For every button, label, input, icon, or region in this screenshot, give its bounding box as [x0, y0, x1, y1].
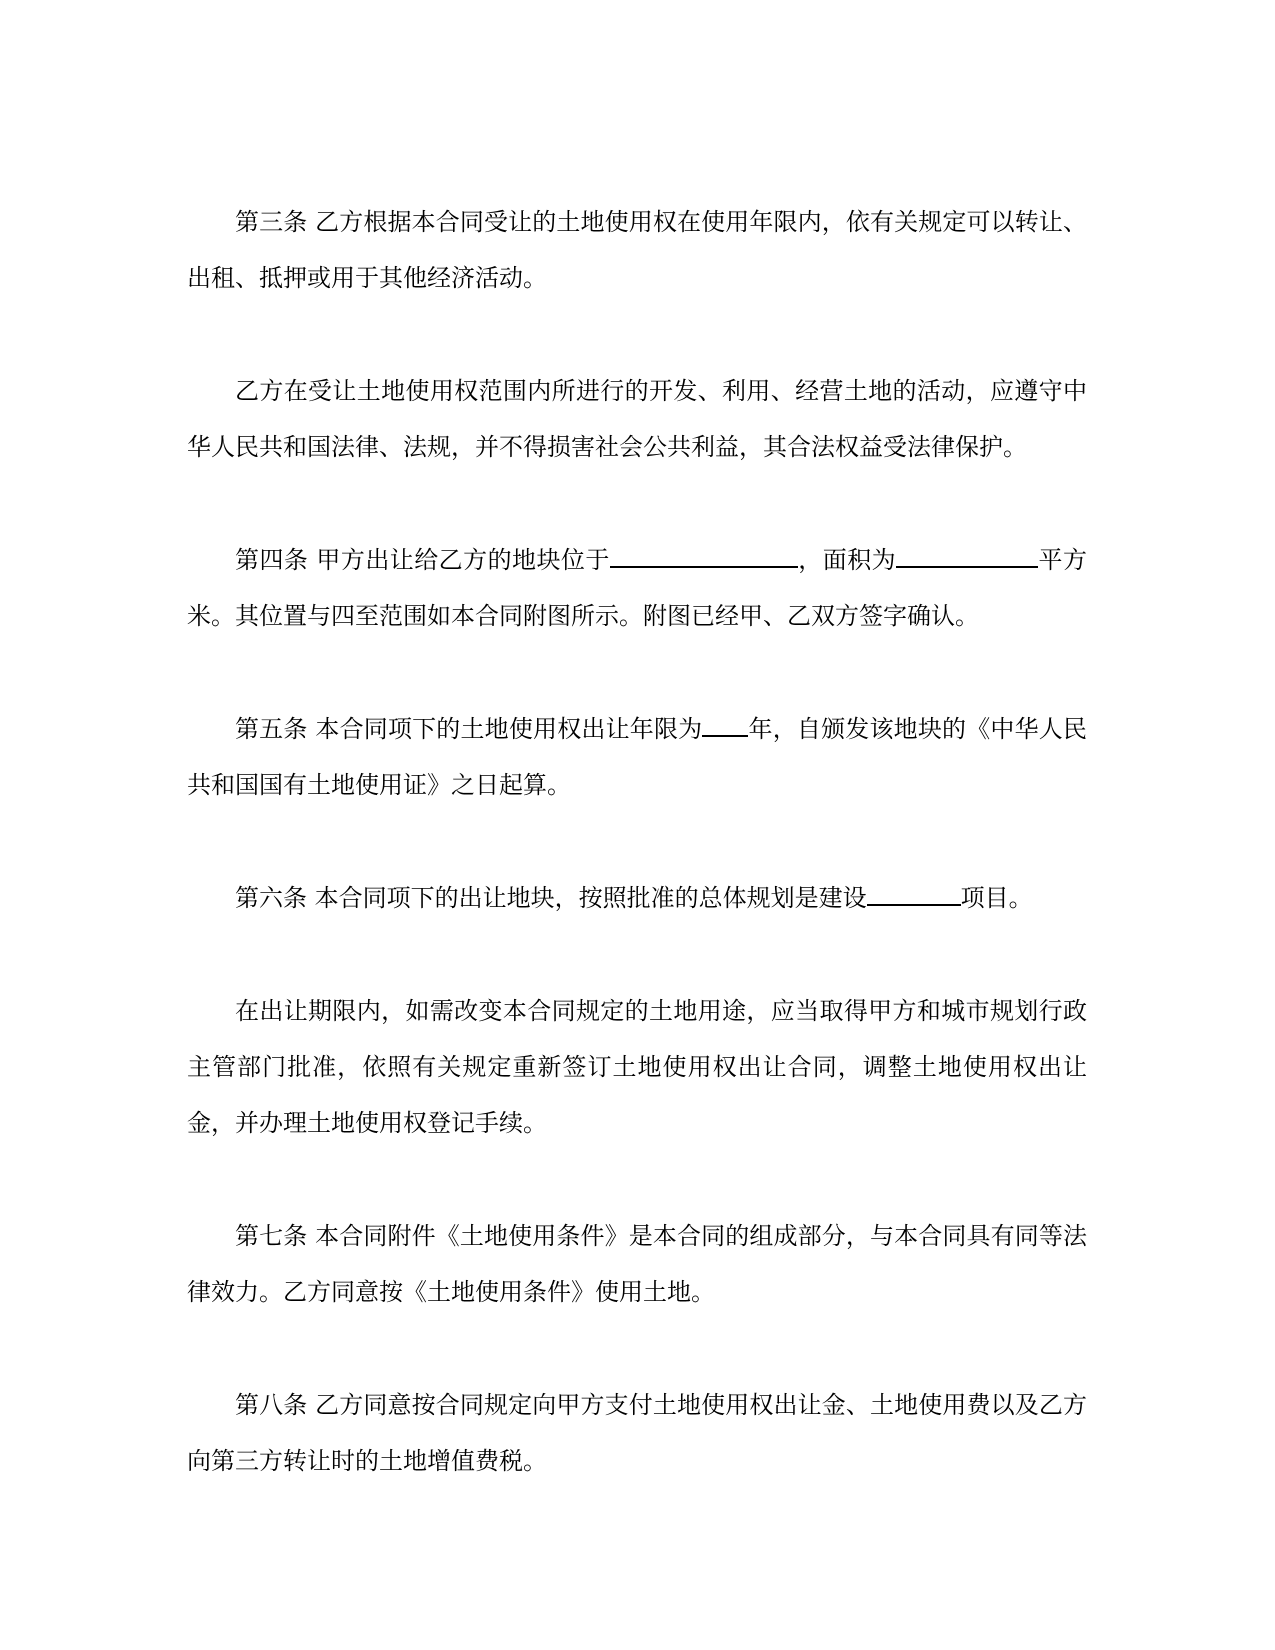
land-use-change-paragraph	[187, 983, 1087, 1151]
article-3-paragraph	[187, 194, 1087, 306]
article-5-text-a: 第五条 本合同项下的土地使用权出让年限为	[235, 715, 703, 743]
article-3-text: 第三条 乙方根据本合同受让的土地使用权在使用年限内，依有关规定可以转让、出租、抵押或用于其他经济活动。	[187, 208, 1087, 292]
article-5-text-b: 年，自颁发该地块的《中华人民共和国国有土地使用证》之日起算。	[187, 715, 1087, 799]
article-6-text-a: 第六条 本合同项下的出让地块，按照批准的总体规划是建设	[235, 884, 867, 912]
land-use-change-text: 在出让期限内，如需改变本合同规定的土地用途，应当取得甲方和城市规划行政主管部门批准，依照有关规定重新签订土地使用权出让合同，调整土地使用权出让金，并办理土地使用权登记手续。	[187, 997, 1087, 1137]
article-7-paragraph	[187, 1208, 1087, 1320]
land-use-activity-text: 乙方在受让土地使用权范围内所进行的开发、利用、经营土地的活动，应遵守中华人民共和国法律、法规，并不得损害社会公共利益，其合法权益受法律保护。	[187, 377, 1087, 461]
document-body	[187, 194, 1087, 1546]
article-4-text-c: 平方米。其位置与四至范围如本合同附图所示。附图已经甲、乙双方签字确认。	[187, 546, 1088, 630]
years-blank	[702, 713, 748, 737]
article-4-paragraph	[187, 532, 1087, 644]
area-blank	[896, 544, 1038, 568]
article-4-text-b: ，面积为	[797, 546, 897, 574]
article-4-text-a: 第四条 甲方出让给乙方的地块位于	[235, 546, 610, 574]
land-use-activity-paragraph	[187, 363, 1087, 475]
article-8-text: 第八条 乙方同意按合同规定向甲方支付土地使用权出让金、土地使用费以及乙方向第三方转让时的土地增值费税。	[187, 1391, 1087, 1475]
article-7-text: 第七条 本合同附件《土地使用条件》是本合同的组成部分，与本合同具有同等法律效力。乙方同意按《土地使用条件》使用土地。	[187, 1222, 1087, 1306]
article-6-paragraph	[187, 870, 1087, 926]
location-blank	[610, 544, 798, 568]
article-8-paragraph	[187, 1377, 1087, 1489]
article-6-text-b: 项目。	[960, 884, 1033, 912]
project-blank	[867, 882, 961, 906]
article-5-paragraph	[187, 701, 1087, 813]
